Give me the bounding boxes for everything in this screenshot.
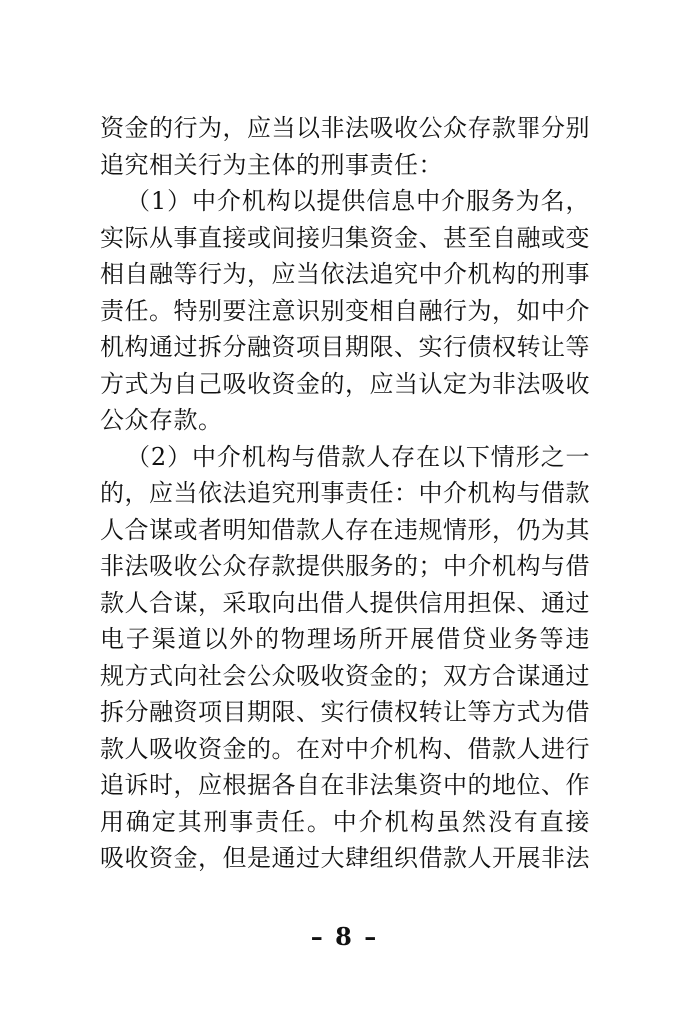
- text-line-9: 公众存款。: [100, 406, 223, 434]
- text-line-16: 规方式向社会公众吸收资金的；双方合谋通过: [100, 661, 590, 690]
- text-line-15: 电子渠道以外的物理场所开展借贷业务等违: [100, 625, 590, 653]
- text-line-10: （2）中介机构与借款人存在以下情形之一: [126, 442, 590, 471]
- text-line-7: 机构通过拆分融资项目期限、实行债权转让等: [100, 333, 590, 361]
- text-line-14: 款人合谋，采取向出借人提供信用担保、通过: [100, 588, 590, 617]
- text-line-2: 追究相关行为主体的刑事责任：: [100, 150, 443, 179]
- page-number: – 8 –: [310, 922, 379, 951]
- text-line-19: 追诉时，应根据各自在非法集资中的地位、作: [100, 771, 590, 799]
- text-line-13: 非法吸收公众存款提供服务的；中介机构与借: [100, 552, 590, 580]
- text-line-18: 款人吸收资金的。在对中介机构、借款人进行: [100, 734, 590, 763]
- text-line-3: （1）中介机构以提供信息中介服务为名，: [126, 187, 590, 215]
- text-line-4: 实际从事直接或间接归集资金、甚至自融或变: [100, 223, 590, 252]
- text-line-8: 方式为自己吸收资金的，应当认定为非法吸收: [100, 369, 590, 398]
- text-line-17: 拆分融资项目期限、实行债权转让等方式为借: [100, 698, 590, 726]
- text-line-6: 责任。特别要注意识别变相自融行为，如中介: [100, 296, 590, 325]
- text-line-12: 人合谋或者明知借款人存在违规情形，仍为其: [100, 515, 590, 544]
- body-text: [100, 110, 590, 877]
- text-line-21: 吸收资金，但是通过大肆组织借款人开展非法: [100, 844, 590, 872]
- text-line-11: 的，应当依法追究刑事责任：中介机构与借款: [100, 479, 590, 507]
- text-line-1: 资金的行为，应当以非法吸收公众存款罪分别: [100, 114, 590, 142]
- text-line-20: 用确定其刑事责任。中介机构虽然没有直接: [100, 807, 590, 836]
- text-line-5: 相自融等行为，应当依法追究中介机构的刑事: [100, 260, 590, 288]
